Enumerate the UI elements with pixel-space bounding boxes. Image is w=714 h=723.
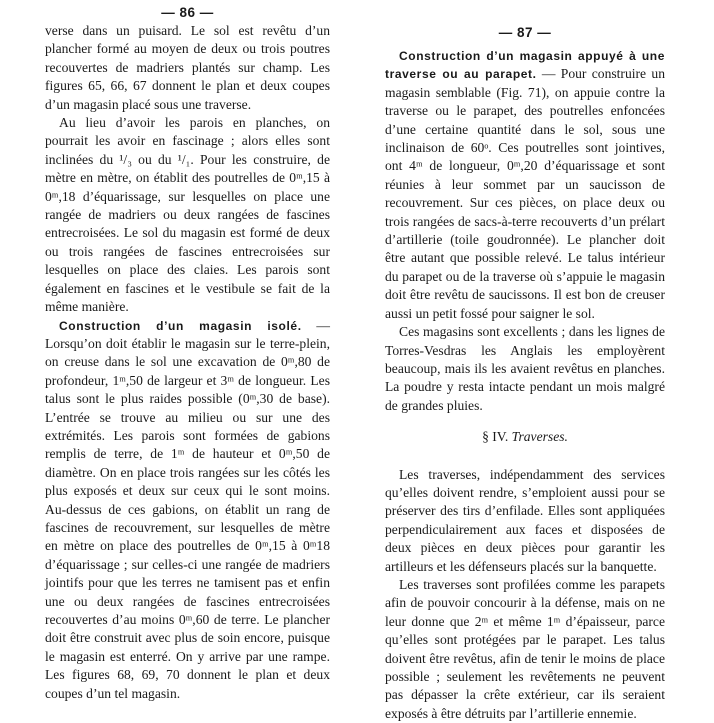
page-number: — 87 — [498,25,552,40]
paragraph: Les traverses sont profilées comme les parapets afin de pouvoir concourir à la défense, mais on ne leur donne que 2ᵐ et même 1ᵐ d’épaisseur, parce qu’elles sont protégées par le parapet. Les talus doivent être revêtus, afin de tenir le moins de place possible ; seulement les revêtements ne peuvent pas dépasser la crête extérieur, car ils seraient exposés à être détruits par l’artillerie ennemie. [385,576,665,721]
right-page [385,0,665,721]
run-in-heading: Construction d’un magasin isolé. [59,318,302,333]
paragraph [385,47,665,323]
paragraph: Les traverses, indépendamment des services qu’elles doivent rendre, s’emploient aussi pour se préserver des tirs d’enfilade. Elles sont appliquées perpendiculairement aux faces et disposées de deux pièces en deux pièces pour garantir les artilleurs et les défenseurs placés sur la banquette. [385,466,665,574]
page-body [385,47,665,723]
section-title: Traverses. [511,429,568,445]
paragraph: Au lieu d’avoir les parois en planches, on pourrait les avoir en fascinage ; alors elles sont inclinées du ¹/₃ ou du ¹/₁. Pour les construire, de mètre en mètre, on établit des poutrelles de 0ᵐ,15 à 0ᵐ,18 d’équarissage, sur lesquelles on place une rangée de madriers ou deux rangées de fascines entrecroisées. Le sol du magasin est formé de deux ou trois rangées de fascines entrecroisées sur lesquelles on place des claies. Les parois sont également en fascines et le vestibule se fait de la même manière. [45,115,330,315]
run-in-heading: Construction d’un magasin appuyé à une traverse ou au parapet. [385,49,665,82]
left-page [45,0,330,701]
paragraph-text: — Pour construire un magasin semblable (Fig. 71), on appuie contre la traverse ou le parapet, des poutrelles enfoncées d’une certaine quantité dans le sol, sous une inclinaison de 60ᵒ. Ces poutrelles sont jointives, ont 4ᵐ de longueur, 0ᵐ,20 d’équarissage et sont réunies à leur sommet par un saucisson de recouvrement. Sur ces pièces, on place deux ou trois rangées de sacs-à-terre recouverts d’un prélart d’artillerie (toile goudronnée). Le plancher doit être autant que possible relevé. Le talus intérieur du parapet ou de la traverse où s’appuie le magasin doit être revêtu de saucissons. Il est bon de creuser aussi un petit fossé pour saigner le sol. [385,66,665,321]
paragraph-text: — Lorsqu’on doit établir le magasin sur le terre-plein, on creuse dans le sol une excavation de 0ᵐ,80 de profondeur, 1ᵐ,50 de largeur et 3ᵐ de longueur. Les talus sont le plus raides possible (0ᵐ,30 de base). L’entrée se trouve au milieu ou sur une des extrémités. Les parois sont formées de gabions remplis de terre, de 1ᵐ de hauteur et 0ᵐ,50 de diamètre. On en place trois rangées sur les côtés les plus exposés et deux sur ceux qui le sont moins. Au-dessus de ces gabions, on établit un rang de fascines de recouvrement, sur lesquelles de mètre en mètre on place des poutrelles de 0ᵐ,15 à 0ᵐ18 d’équarissage ; sur celles-ci une rangée de madriers jointifs pour que les terres ne tamisent pas et enfin une ou deux rangées de fascines entrecroisées recouvertes d’au moins 0ᵐ,60 de terre. Le plancher doit être construit avec plus de soin encore, puisque le magasin est enterré. On y arrive par une rampe. Les figures 68, 69, 70 donnent le plan et deux coupes d’un tel magasin. [45,317,330,701]
page-body [45,22,330,703]
page-number: — 86 — [161,5,214,20]
paragraph: Ces magasins sont excellents ; dans les lignes de Torres-Vesdras les Anglais les employèrent beaucoup, mais ils les avaient revêtus en planches. La poudre y resta intacte pendant un mois malgré de grandes pluies. [385,324,665,413]
paragraph: verse dans un puisard. Le sol est revêtu d’un plancher formé au moyen de deux ou trois poutres recouvertes de madriers plantés sur champ. Les figures 65, 66, 67 donnent le plan et deux coupes d’un magasin placé sous une traverse. [45,23,330,112]
section-heading [385,428,665,446]
paragraph [45,317,330,704]
section-number: § IV. [482,429,509,445]
